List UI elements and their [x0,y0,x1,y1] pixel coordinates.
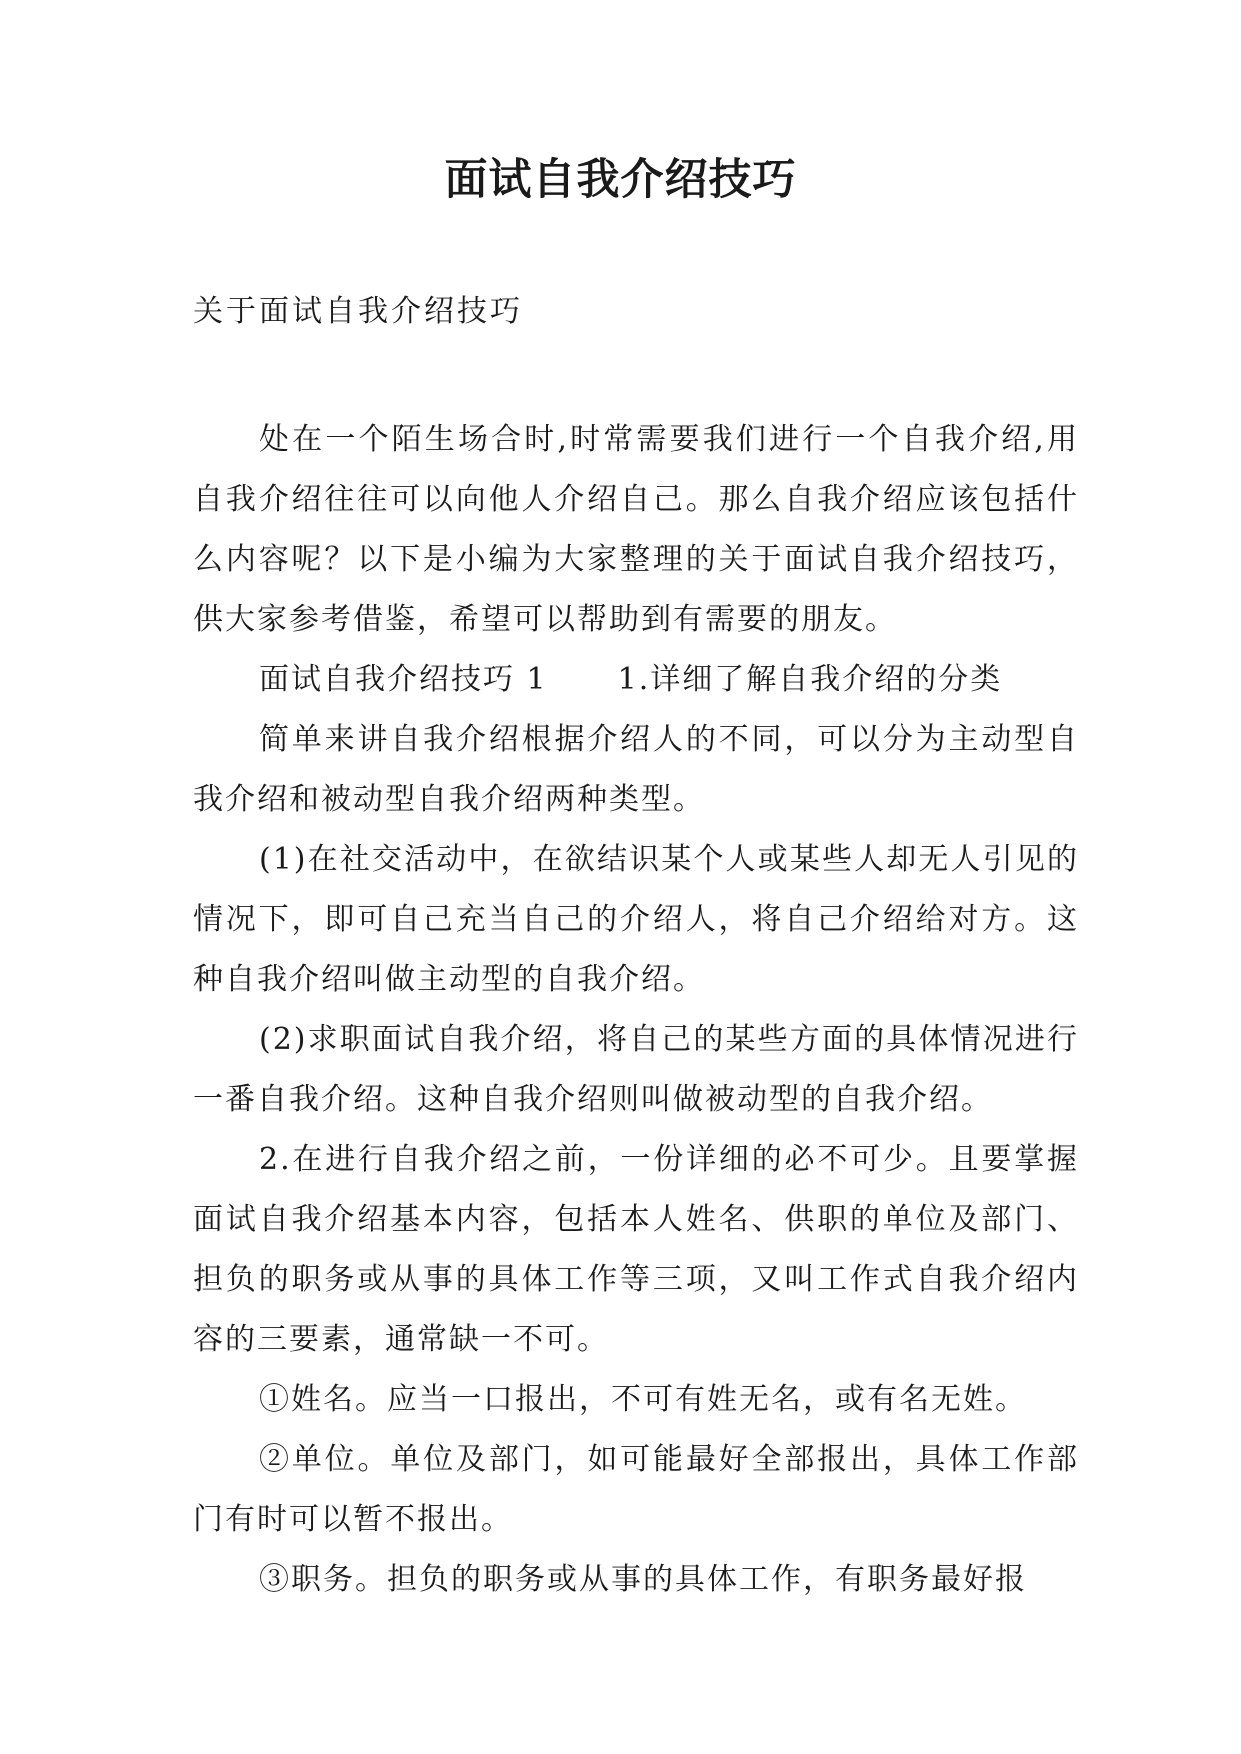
document-body [193,410,1079,1610]
paragraph-types: 简单来讲自我介绍根据介绍人的不同，可以分为主动型自我介绍和被动型自我介绍两种类型。 [193,722,1079,817]
paragraph-intro: 处在一个陌生场合时,时常需要我们进行一个自我介绍,用自我介绍往往可以向他人介绍自己。那么自我介绍应该包括什么内容呢？以下是小编为大家整理的关于面试自我介绍技巧，供大家参考借鉴，希望可以帮助到有需要的朋友。 [193,422,1079,637]
paragraph-name-item: ①姓名。应当一口报出，不可有姓无名，或有名无姓。 [259,1382,1027,1417]
paragraph-active-type: (1)在社交活动中，在欲结识某个人或某些人却无人引见的情况下，即可自己充当自己的介绍人，将自己介绍给对方。这种自我介绍叫做主动型的自我介绍。 [193,842,1079,997]
document-subtitle: 关于面试自我介绍技巧 [193,294,523,329]
section-point: 1.详细了解自我介绍的分类 [617,662,1003,697]
paragraph-passive-type: (2)求职面试自我介绍，将自己的某些方面的具体情况进行一番自我介绍。这种自我介绍则叫做被动型的自我介绍。 [193,1022,1079,1117]
paragraph-preparation: 2.在进行自我介绍之前，一份详细的必不可少。且要掌握面试自我介绍基本内容，包括本人姓名、供职的单位及部门、担负的职务或从事的具体工作等三项，又叫工作式自我介绍内容的三要素，通常缺一不可。 [193,1142,1079,1357]
section-heading: 面试自我介绍技巧 1 [259,662,548,697]
section-heading-line [193,650,1079,710]
paragraph-position-item: ③职务。担负的职务或从事的具体工作，有职务最好报 [259,1562,1027,1597]
paragraph-unit-item: ②单位。单位及部门，如可能最好全部报出，具体工作部门有时可以暂不报出。 [193,1442,1079,1537]
document-title: 面试自我介绍技巧 [444,155,797,205]
